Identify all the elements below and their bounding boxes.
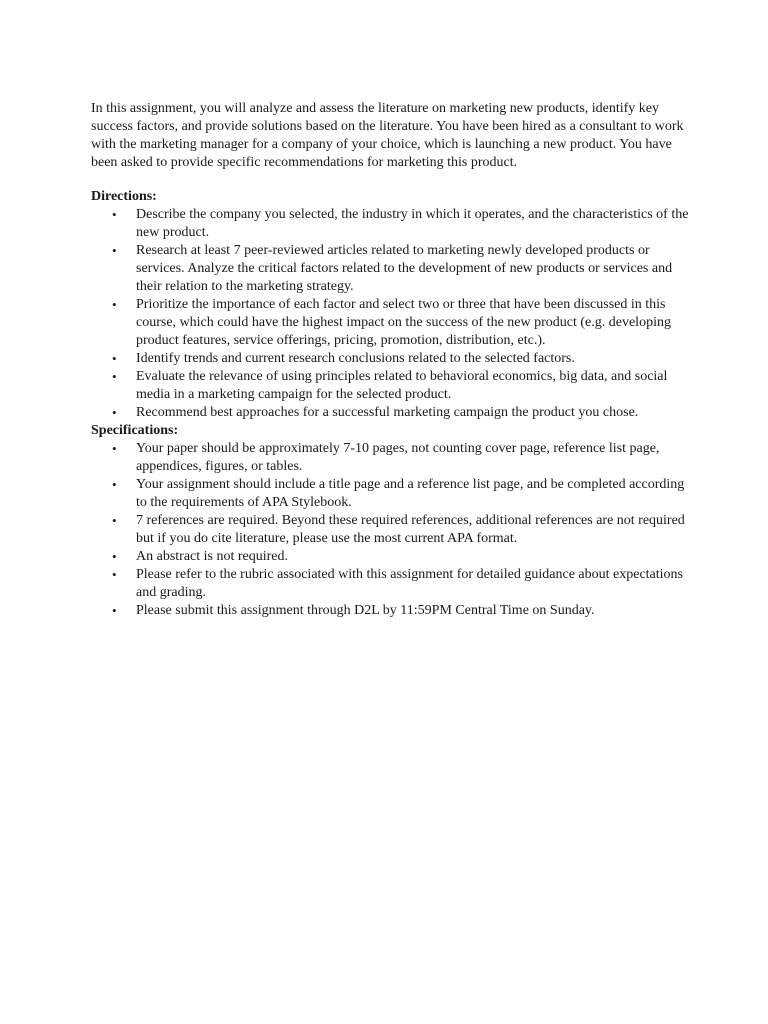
directions-list	[91, 206, 691, 422]
list-item: • Please submit this assignment through D2L by 11:59PM Central Time on Sunday.	[91, 602, 691, 620]
list-item: • Identify trends and current research conclusions related to the selected factors.	[91, 350, 691, 368]
specifications-heading: Specifications:	[91, 423, 179, 438]
list-item: • Recommend best approaches for a successful marketing campaign the product you chose.	[91, 404, 691, 422]
list-item: • Research at least 7 peer-reviewed articles related to marketing newly developed products or services. Analyze the critical factors related to the development of new products or services and their relation to the marketing strategy.	[91, 242, 691, 296]
directions-heading: Directions:	[91, 189, 157, 204]
document-page	[91, 100, 691, 620]
list-item: • Prioritize the importance of each factor and select two or three that have been discussed in this course, which could have the highest impact on the success of the new product (e.g. developing product features, service offerings, pricing, promotion, distribution, etc.).	[91, 296, 691, 350]
list-item: • Your paper should be approximately 7-10 pages, not counting cover page, reference list page, appendices, figures, or tables.	[91, 440, 691, 476]
list-item: • Describe the company you selected, the industry in which it operates, and the characteristics of the new product.	[91, 206, 691, 242]
list-item: • 7 references are required. Beyond these required references, additional references are not required but if you do cite literature, please use the most current APA format.	[91, 512, 691, 548]
list-item: • Evaluate the relevance of using principles related to behavioral economics, big data, and social media in a marketing campaign for the selected product.	[91, 368, 691, 404]
intro-paragraph: In this assignment, you will analyze and assess the literature on marketing new products, identify key success factors, and provide solutions based on the literature. You have been hired as a consultant to work with the marketing manager for a company of your choice, which is launching a new product. You have been asked to provide specific recommendations for marketing this product.	[91, 101, 684, 170]
list-item: • Please refer to the rubric associated with this assignment for detailed guidance about expectations and grading.	[91, 566, 691, 602]
list-item: • Your assignment should include a title page and a reference list page, and be completed according to the requirements of APA Stylebook.	[91, 476, 691, 512]
specifications-list	[91, 440, 691, 620]
list-item: • An abstract is not required.	[91, 548, 691, 566]
